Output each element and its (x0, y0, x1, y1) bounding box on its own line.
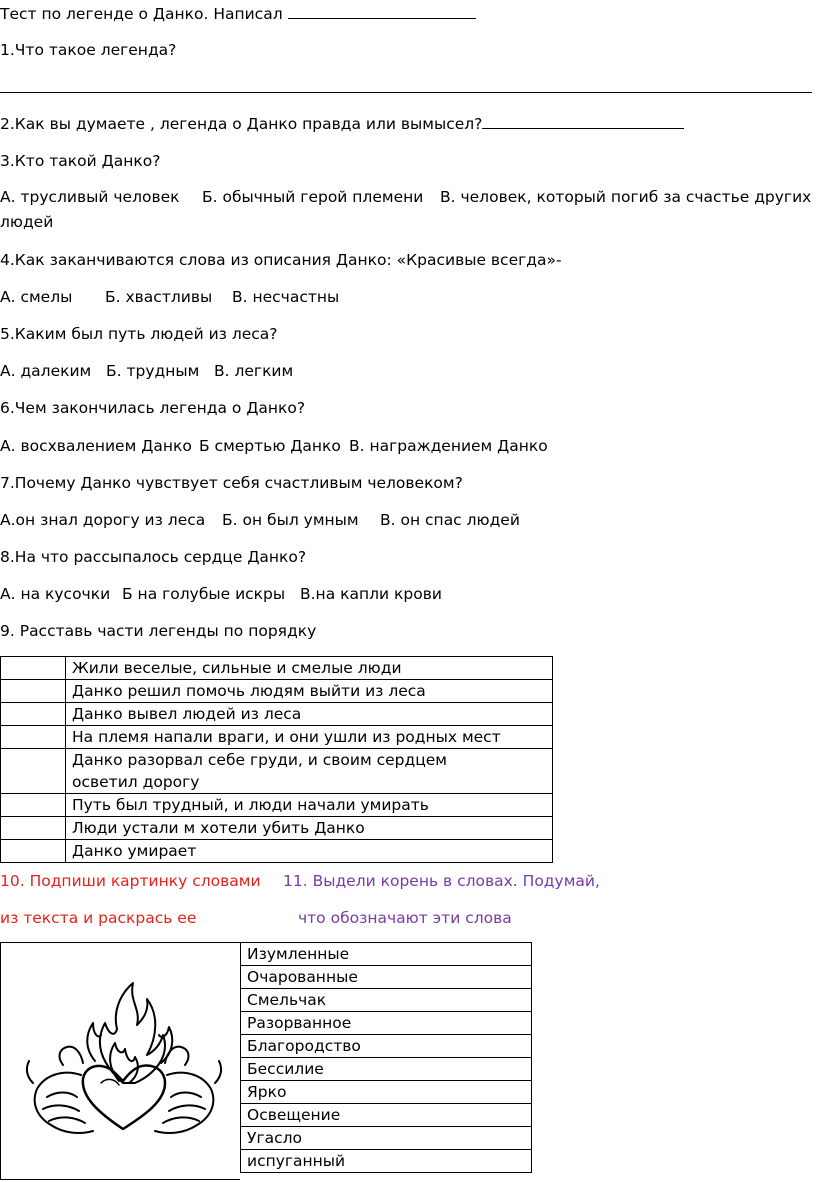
option[interactable]: Б на голубые искры (122, 585, 286, 603)
option[interactable]: А. далеким (0, 362, 92, 380)
option[interactable]: Б. он был умным (222, 511, 359, 529)
page-title: Тест по легенде о Данко. Написал (0, 4, 476, 24)
option[interactable]: В. награждением Данко (349, 437, 548, 455)
options-4 (0, 287, 339, 307)
option[interactable]: В.на капли крови (300, 585, 442, 603)
word-cell[interactable]: Смельчак (241, 989, 532, 1012)
word-cell[interactable]: Бессилие (241, 1058, 532, 1081)
word-cell[interactable]: Освещение (241, 1104, 532, 1127)
options-6 (0, 436, 548, 456)
name-blank[interactable] (288, 4, 476, 19)
table-row (1, 726, 553, 749)
options-8 (0, 584, 442, 604)
table-row (241, 1081, 532, 1104)
table-row (241, 1058, 532, 1081)
order-number-cell[interactable] (1, 794, 66, 817)
options-3 (0, 187, 811, 207)
question-9: 9. Расставь части легенды по порядку (0, 622, 317, 640)
question-4: 4.Как заканчиваются слова из описания Данко: «Красивые всегда»- (0, 251, 562, 269)
question-8: 8.На что рассыпалось сердце Данко? (0, 548, 307, 566)
order-number-cell[interactable] (1, 703, 66, 726)
option[interactable]: Б смертью Данко (199, 437, 341, 455)
order-number-cell[interactable] (1, 680, 66, 703)
option[interactable]: А.он знал дорогу из леса (0, 511, 206, 529)
burning-heart-in-hands-icon (23, 965, 223, 1145)
question-5: 5.Каким был путь людей из леса? (0, 325, 278, 343)
question-3: 3.Кто такой Данко? (0, 152, 161, 170)
order-text: Данко вывел людей из леса (66, 703, 553, 726)
option[interactable]: Б. обычный герой племени (202, 188, 424, 206)
table-row (241, 1150, 532, 1173)
order-table (0, 656, 553, 863)
option[interactable]: В. человек, который погиб за счастье других (440, 188, 812, 206)
table-row (1, 794, 553, 817)
table-row (241, 1104, 532, 1127)
option[interactable]: А. трусливый человек (0, 188, 180, 206)
question-7: 7.Почему Данко чувствует себя счастливым человеком? (0, 474, 463, 492)
order-text: На племя напали враги, и они ушли из родных мест (66, 726, 553, 749)
table-row (1, 749, 553, 794)
word-cell[interactable]: Угасло (241, 1127, 532, 1150)
order-text: Люди устали м хотели убить Данко (66, 817, 553, 840)
question-6: 6.Чем закончилась легенда о Данко? (0, 399, 306, 417)
question-2: 2.Как вы думаете , легенда о Данко правда или вымысел? (0, 114, 684, 134)
table-row (241, 989, 532, 1012)
words-table (240, 942, 532, 1173)
order-number-cell[interactable] (1, 657, 66, 680)
order-text: Данко умирает (66, 840, 553, 863)
picture-cell (0, 942, 240, 1180)
option[interactable]: В. несчастны (232, 288, 340, 306)
table-row (1, 817, 553, 840)
word-cell[interactable]: Изумленные (241, 943, 532, 966)
answer-blank-2[interactable] (482, 114, 684, 129)
word-cell[interactable]: Разорванное (241, 1012, 532, 1035)
table-row (241, 943, 532, 966)
table-row (1, 840, 553, 863)
options-5 (0, 361, 293, 381)
order-text: Путь был трудный, и люди начали умирать (66, 794, 553, 817)
order-number-cell[interactable] (1, 749, 66, 794)
task-10-line-1: 10. Подпиши картинку словами (0, 872, 261, 890)
question-1: 1.Что такое легенда? (0, 41, 177, 59)
option[interactable]: А. восхвалением Данко (0, 437, 192, 455)
task-11-line-1: 11. Выдели корень в словах. Подумай, (283, 872, 600, 890)
table-row (241, 1035, 532, 1058)
table-row (241, 1127, 532, 1150)
table-row (1, 703, 553, 726)
word-cell[interactable]: Ярко (241, 1081, 532, 1104)
table-row (1, 680, 553, 703)
option[interactable]: А. смелы (0, 288, 73, 306)
task-11-line-2: что обозначают эти слова (298, 909, 512, 927)
order-text: Жили веселые, сильные и смелые люди (66, 657, 553, 680)
options-3-wrap: людей (0, 213, 54, 231)
order-number-cell[interactable] (1, 840, 66, 863)
option[interactable]: В. легким (214, 362, 294, 380)
option[interactable]: В. он спас людей (380, 511, 520, 529)
order-number-cell[interactable] (1, 726, 66, 749)
task-10-line-2: из текста и раскрась ее (0, 909, 197, 927)
word-cell[interactable]: Очарованные (241, 966, 532, 989)
option[interactable]: Б. трудным (106, 362, 200, 380)
table-row (1, 657, 553, 680)
option[interactable]: А. на кусочки (0, 585, 111, 603)
order-text: Данко разорвал себе груди, и своим сердцем осветил дорогу (66, 749, 553, 794)
options-7 (0, 510, 520, 530)
order-number-cell[interactable] (1, 817, 66, 840)
word-cell[interactable]: испуганный (241, 1150, 532, 1173)
option[interactable]: Б. хвастливы (105, 288, 213, 306)
table-row (241, 966, 532, 989)
answer-line-1[interactable] (0, 92, 812, 93)
word-cell[interactable]: Благородство (241, 1035, 532, 1058)
order-text: Данко решил помочь людям выйти из леса (66, 680, 553, 703)
table-row (241, 1012, 532, 1035)
